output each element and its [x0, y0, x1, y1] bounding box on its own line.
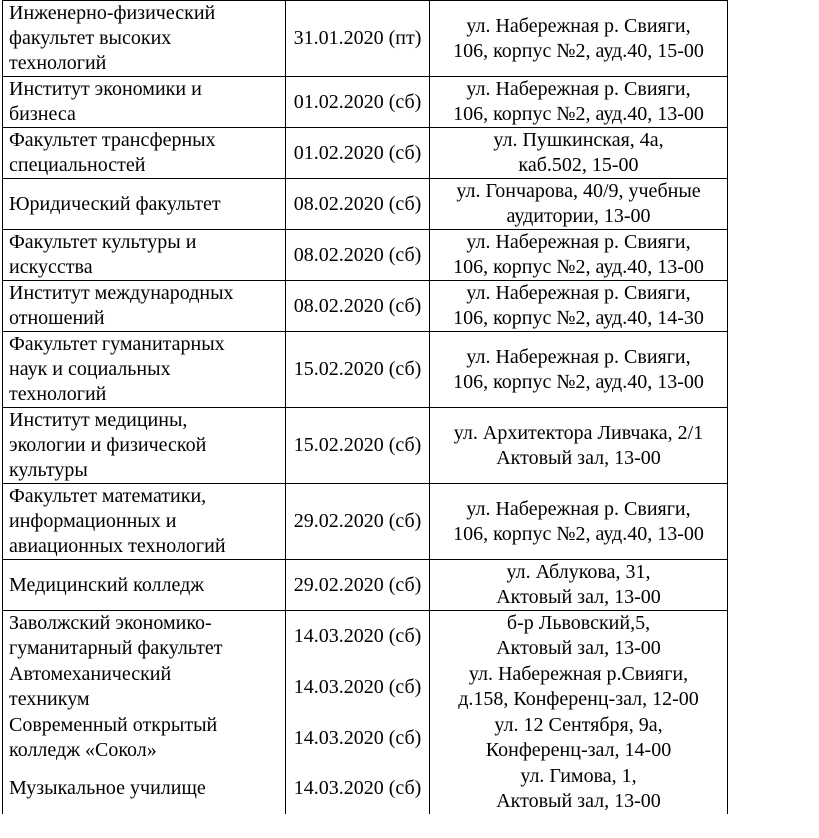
faculty-cell: Современный открытый колледж «Сокол» [3, 713, 286, 764]
place-cell: ул. Набережная р. Свияги, 106, корпус №2, ауд.40, 13-00 [430, 77, 728, 128]
faculty-cell: Медицинский колледж [3, 560, 286, 611]
place-cell: ул. Набережная р. Свияги, 106, корпус №2, ауд.40, 15-00 [430, 1, 728, 77]
date-cell: 01.02.2020 (сб) [286, 77, 430, 128]
faculty-cell: Заволжский экономико- гуманитарный факультет [3, 611, 286, 662]
table-row [3, 611, 728, 662]
date-cell: 08.02.2020 (сб) [286, 281, 430, 332]
date-cell: 15.02.2020 (сб) [286, 408, 430, 484]
faculty-cell: Факультет гуманитарных наук и социальных технологий [3, 332, 286, 408]
date-cell: 29.02.2020 (сб) [286, 560, 430, 611]
place-cell: ул. Архитектора Ливчака, 2/1 Актовый зал, 13-00 [430, 408, 728, 484]
faculty-cell: Факультет математики, информационных и авиационных технологий [3, 484, 286, 560]
date-cell: 14.03.2020 (сб) [286, 764, 430, 814]
date-cell: 29.02.2020 (сб) [286, 484, 430, 560]
place-cell: ул. Пушкинская, 4а, каб.502, 15-00 [430, 128, 728, 179]
faculty-cell: Инженерно-физический факультет высоких технологий [3, 1, 286, 77]
table-row [3, 230, 728, 281]
faculty-cell: Факультет культуры и искусства [3, 230, 286, 281]
table-row [3, 764, 728, 814]
table-row [3, 179, 728, 230]
faculty-cell: Автомеханический техникум [3, 662, 286, 713]
faculty-cell: Юридический факультет [3, 179, 286, 230]
date-cell: 08.02.2020 (сб) [286, 230, 430, 281]
table-row [3, 408, 728, 484]
table-row [3, 1, 728, 77]
place-cell: ул. Гимова, 1, Актовый зал, 13-00 [430, 764, 728, 814]
date-cell: 08.02.2020 (сб) [286, 179, 430, 230]
table-row [3, 713, 728, 764]
date-cell: 14.03.2020 (сб) [286, 611, 430, 662]
schedule-table [2, 0, 728, 814]
table-row [3, 332, 728, 408]
faculty-cell: Институт медицины, экологии и физической культуры [3, 408, 286, 484]
date-cell: 15.02.2020 (сб) [286, 332, 430, 408]
table-row [3, 77, 728, 128]
place-cell: ул. Набережная р. Свияги, 106, корпус №2, ауд.40, 14-30 [430, 281, 728, 332]
date-cell: 14.03.2020 (сб) [286, 662, 430, 713]
place-cell: ул. Набережная р. Свияги, 106, корпус №2, ауд.40, 13-00 [430, 230, 728, 281]
place-cell: ул. 12 Сентября, 9а, Конференц-зал, 14-00 [430, 713, 728, 764]
place-cell: ул. Гончарова, 40/9, учебные аудитории, 13-00 [430, 179, 728, 230]
place-cell: ул. Набережная р.Свияги, д.158, Конференц-зал, 12-00 [430, 662, 728, 713]
table-row [3, 662, 728, 713]
table-row [3, 560, 728, 611]
faculty-cell: Факультет трансферных специальностей [3, 128, 286, 179]
place-cell: ул. Аблукова, 31, Актовый зал, 13-00 [430, 560, 728, 611]
table-row [3, 281, 728, 332]
date-cell: 31.01.2020 (пт) [286, 1, 430, 77]
place-cell: ул. Набережная р. Свияги, 106, корпус №2, ауд.40, 13-00 [430, 332, 728, 408]
faculty-cell: Институт международных отношений [3, 281, 286, 332]
faculty-cell: Музыкальное училище [3, 764, 286, 814]
place-cell: ул. Набережная р. Свияги, 106, корпус №2, ауд.40, 13-00 [430, 484, 728, 560]
place-cell: б-р Львовский,5, Актовый зал, 13-00 [430, 611, 728, 662]
date-cell: 14.03.2020 (сб) [286, 713, 430, 764]
faculty-cell: Институт экономики и бизнеса [3, 77, 286, 128]
table-row [3, 128, 728, 179]
date-cell: 01.02.2020 (сб) [286, 128, 430, 179]
table-row [3, 484, 728, 560]
